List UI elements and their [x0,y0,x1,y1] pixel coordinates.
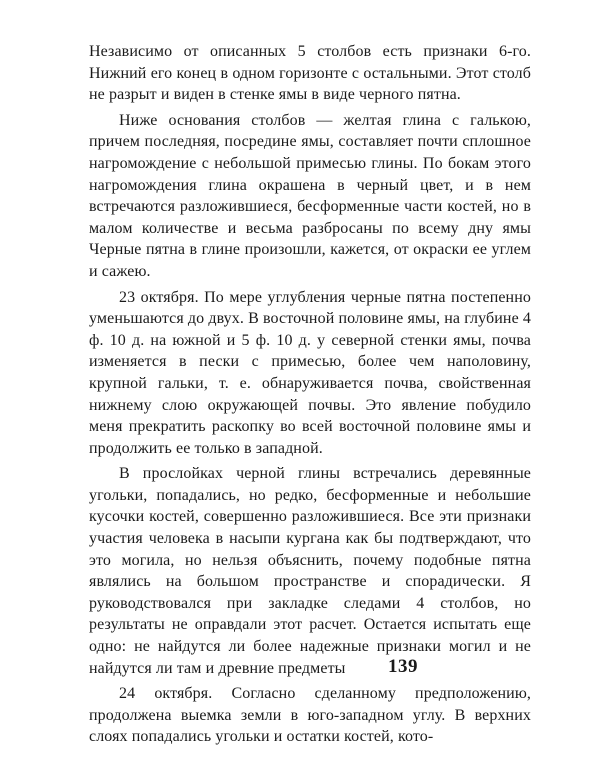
paragraph-2: Ниже основания столбов — желтая глина с галькою, причем последняя, посредине ямы, составляет почти сплошное нагромождение с небольшой примесью глины. По бокам этого нагромождения глина окрашена в черный цвет, и в нем встречаются разложившиеся, бесформенные части костей, но в малом количестве и весьма разбросаны по всему дну ямы Черные пятна в глине произошли, кажется, от окраски ее углем и сажею. [89,111,531,280]
page-number: 139 [388,656,418,677]
paragraph-5: 24 октября. Согласно сделанному предположению, продолжена выемка земли в юго-западном углу. В верхних слоях попадались угольки и остатки костей, кото- [89,685,531,746]
paragraph-4: В прослойках черной глины встречались деревянные угольки, попадались, но редко, бесформенные и небольшие кусочки костей, совершенно разложившиеся. Все эти признаки участия человека в насыпи кургана как бы подтверждают, что это могила, но нельзя объяснить, почему подобные пятна являлись на большом пространстве и спорадически. Я руководствовался при закладке следами 4 столбов, но результаты не оправдали этот расчет. Остается испытать еще одно: не найдутся ли более надежные признаки могил и не найдутся ли там и древние предметы [89,465,531,677]
page-body [89,41,531,752]
paragraph-1: Независимо от описанных 5 столбов есть признаки 6-го. Нижний его конец в одном горизонте с остальными. Этот столб не разрыт и виден в стенке ямы в виде черного пятна. [89,43,531,104]
paragraph-3: 23 октября. По мере углубления черные пятна постепенно уменьшаются до двух. В восточной половине ямы, на глубине 4 ф. 10 д. на южной и 5 ф. 10 д. у северной стенки ямы, почва изменяется в пески с примесью, более чем наполовину, крупной гальки, т. е. обнаруживается почва, свойственная нижнему слою окружающей почвы. Это явление побудило меня прекратить раскопку во всей восточной половине ямы и продолжить ее только в западной. [89,288,531,457]
